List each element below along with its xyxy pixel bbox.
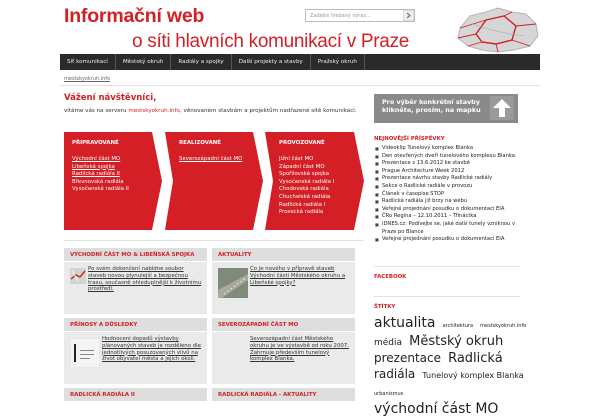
thumbnail-road-photo-icon[interactable] [218, 268, 248, 298]
box-title[interactable]: AKTUALITY [212, 248, 355, 262]
tag-link[interactable]: východní část MO [374, 401, 499, 417]
divider [374, 296, 520, 297]
news-item[interactable]: ■ Prezentace z 13.6.2012 ke stavbě [374, 160, 520, 168]
phase-item-vysocany-2: Vysočanská radiála II [72, 186, 129, 193]
phase-title: PROVOZOVANÉ [279, 140, 325, 146]
phase-realized [165, 132, 263, 230]
phase-link-northwest-mo[interactable]: Severozápadní část MO [179, 156, 243, 162]
tag-link[interactable]: Radlická [448, 351, 503, 366]
box-radlicka-news [212, 388, 355, 400]
box-impacts [64, 318, 207, 384]
phase-list [179, 156, 242, 164]
box-text[interactable]: Hodnocení dopadů výstavby plánovaných staveb je rozděleno dle jednotlivých posuzovaných vlivů na život obyvatel města a jejich okolí. [102, 336, 201, 363]
box-title[interactable]: SEVEROZÁPADNÍ ČÁST MO [212, 318, 355, 332]
site-subtitle: o síti hlavních komunikací v Praze [132, 31, 410, 52]
news-item[interactable]: ■ Videoklip Tunelový komplex Blanka [374, 145, 520, 153]
map-banner[interactable] [374, 94, 518, 123]
news-item[interactable]: ■ Radlická radiála již brzy na webu [374, 198, 520, 206]
nav-item-radials[interactable]: Radiály a spojky [171, 54, 231, 70]
divider [374, 266, 520, 267]
nav-item-network[interactable]: Síť komunikací [60, 54, 116, 70]
banner-text[interactable] [382, 98, 481, 114]
box-news [212, 248, 355, 314]
news-item[interactable]: ■ ČRo Regina – 12.10.2011 – Třináctka [374, 213, 520, 221]
phase-item[interactable]: Jižní část MO [279, 156, 314, 162]
welcome-heading: Vážení návštěvníci, [64, 93, 157, 103]
news-item[interactable]: ■ Veřejné projednání posudku o dokumentaci EIA [374, 236, 520, 244]
tag-link[interactable]: média [374, 338, 403, 348]
welcome-text-end: , věnovaném stavbám a projektům nadřazené sítě komunikací. [179, 108, 357, 114]
search-input[interactable]: Zadejte hledaný výraz... [305, 9, 415, 22]
box-title[interactable]: VÝCHODNÍ ČÁST MO & LIBEŇSKÁ SPOJKA [64, 248, 207, 262]
banner-line-1: Pro výběr konkrétní stavby [382, 98, 480, 106]
news-list [374, 145, 520, 244]
search-submit-icon[interactable] [403, 10, 414, 21]
box-northwest-mo [212, 318, 355, 384]
main-navigation [60, 54, 540, 70]
tag-link[interactable]: urbanismus [374, 391, 404, 397]
welcome-text-start: vítáme vás na serveru [64, 108, 129, 114]
tag-link[interactable]: mestskyokruh.info [480, 323, 527, 329]
phase-item[interactable]: Prosecká radiála [279, 209, 324, 216]
phase-item[interactable]: Vysočanská radiála I [279, 178, 335, 185]
tag-cloud [374, 315, 534, 416]
phase-item-brevnov: Břevnovská radiála [72, 178, 124, 185]
tag-link[interactable]: aktualita [374, 315, 436, 331]
news-item[interactable]: ■ iDNES.cz: Podívejte se, jaké další tunely vzniknou v Praze po Blance [374, 221, 520, 236]
box-title[interactable]: RADLICKÁ RADIÁLA - AKTUALITY [212, 388, 355, 402]
breadcrumb[interactable]: mestskyokruh.info [64, 76, 111, 82]
banner-line-2: klikněte, prosím, na mapku [382, 106, 481, 114]
divider [60, 85, 540, 86]
phase-link-east-mo[interactable]: Východní část MO [72, 156, 121, 162]
phase-arrow-shape [165, 132, 263, 230]
tag-link[interactable]: prezentace [374, 351, 441, 365]
site-title[interactable]: Informační web [64, 5, 205, 27]
prague-map-icon[interactable] [452, 6, 542, 54]
phase-item[interactable]: Chuchelská radiála [279, 193, 331, 200]
box-text[interactable]: Po svém dokončení nabídne soubor staveb novou plynulejší a bezpečnou trasu, současně ohleduplnější k životnímu prostředí. [88, 266, 202, 293]
box-text[interactable]: Co je nového v přípravě staveb Východní části Městského okruhu a Libeňské spojky? [250, 266, 346, 286]
tag-link[interactable]: architektura [442, 323, 474, 329]
news-item[interactable]: ■ Den otevřených dveří tunelového komplexu Blanka [374, 153, 520, 161]
welcome-site-link[interactable]: mestskyokruh.info [128, 108, 180, 114]
phase-operated [251, 132, 364, 230]
tag-link[interactable]: Tunelový komplex Blanka [422, 371, 524, 380]
thumbnail-document-icon[interactable] [70, 338, 100, 368]
news-item[interactable]: ■ Sekce o Radlické radiále v provozu [374, 183, 520, 191]
divider [64, 240, 364, 241]
box-east-mo [64, 248, 207, 314]
news-item[interactable]: ■ Prezentace návrhu stavby Radlické radiály [374, 175, 520, 183]
site-header [0, 0, 600, 54]
phase-list [279, 156, 334, 217]
tags-title: ŠTÍTKY [374, 304, 396, 310]
news-title: NEJNOVĚJŠÍ PŘÍSPĚVKY [374, 136, 445, 142]
news-item[interactable]: ■ Prague Architecture Week 2012 [374, 168, 520, 176]
box-title[interactable]: RADLICKÁ RADIÁLA II [64, 388, 207, 402]
box-text[interactable]: Severozápadní část Městského okruhu je ve výstavbě od roku 2007. Zahrnuje především tunelový komplex Blanka. [250, 336, 349, 363]
facebook-title: FACEBOOK [374, 274, 407, 280]
news-item[interactable]: ■ Veřejné projednání posudku o dokumentaci EIA [374, 206, 520, 214]
tag-link[interactable]: radiála [374, 367, 416, 381]
phase-title: PŘIPRAVOVANÉ [72, 140, 119, 146]
thumbnail-map-icon[interactable] [70, 268, 86, 284]
nav-item-other-projects[interactable]: Další projekty a stavby [232, 54, 311, 70]
phase-link-liben[interactable]: Libeňská spojka [72, 163, 115, 170]
welcome-text [64, 107, 364, 115]
tag-link[interactable]: Městský okruh [409, 334, 504, 349]
phase-item[interactable]: Spořilovská spojka [279, 171, 330, 178]
box-title[interactable]: PŘÍNOSY A DŮSLEDKY [64, 318, 207, 332]
nav-item-prague-ring[interactable]: Pražský okruh [311, 54, 365, 70]
box-radlicka-2 [64, 388, 207, 400]
news-item[interactable]: ■ Článek v časopise STOP [374, 191, 520, 199]
phase-item[interactable]: Západní část MO [279, 163, 325, 170]
arrow-up-icon [490, 96, 514, 120]
phase-planned [64, 132, 162, 230]
phase-item[interactable]: Radlická radiála I [279, 201, 326, 208]
phase-title: REALIZOVANÉ [179, 140, 221, 146]
phase-link-radlicka-2[interactable]: Radlická radiála II [72, 171, 120, 178]
nav-item-city-ring[interactable]: Městský okruh [116, 54, 171, 70]
phase-item[interactable]: Chodovská radiála [279, 186, 329, 193]
phase-list [72, 156, 129, 194]
project-phases [64, 132, 364, 230]
